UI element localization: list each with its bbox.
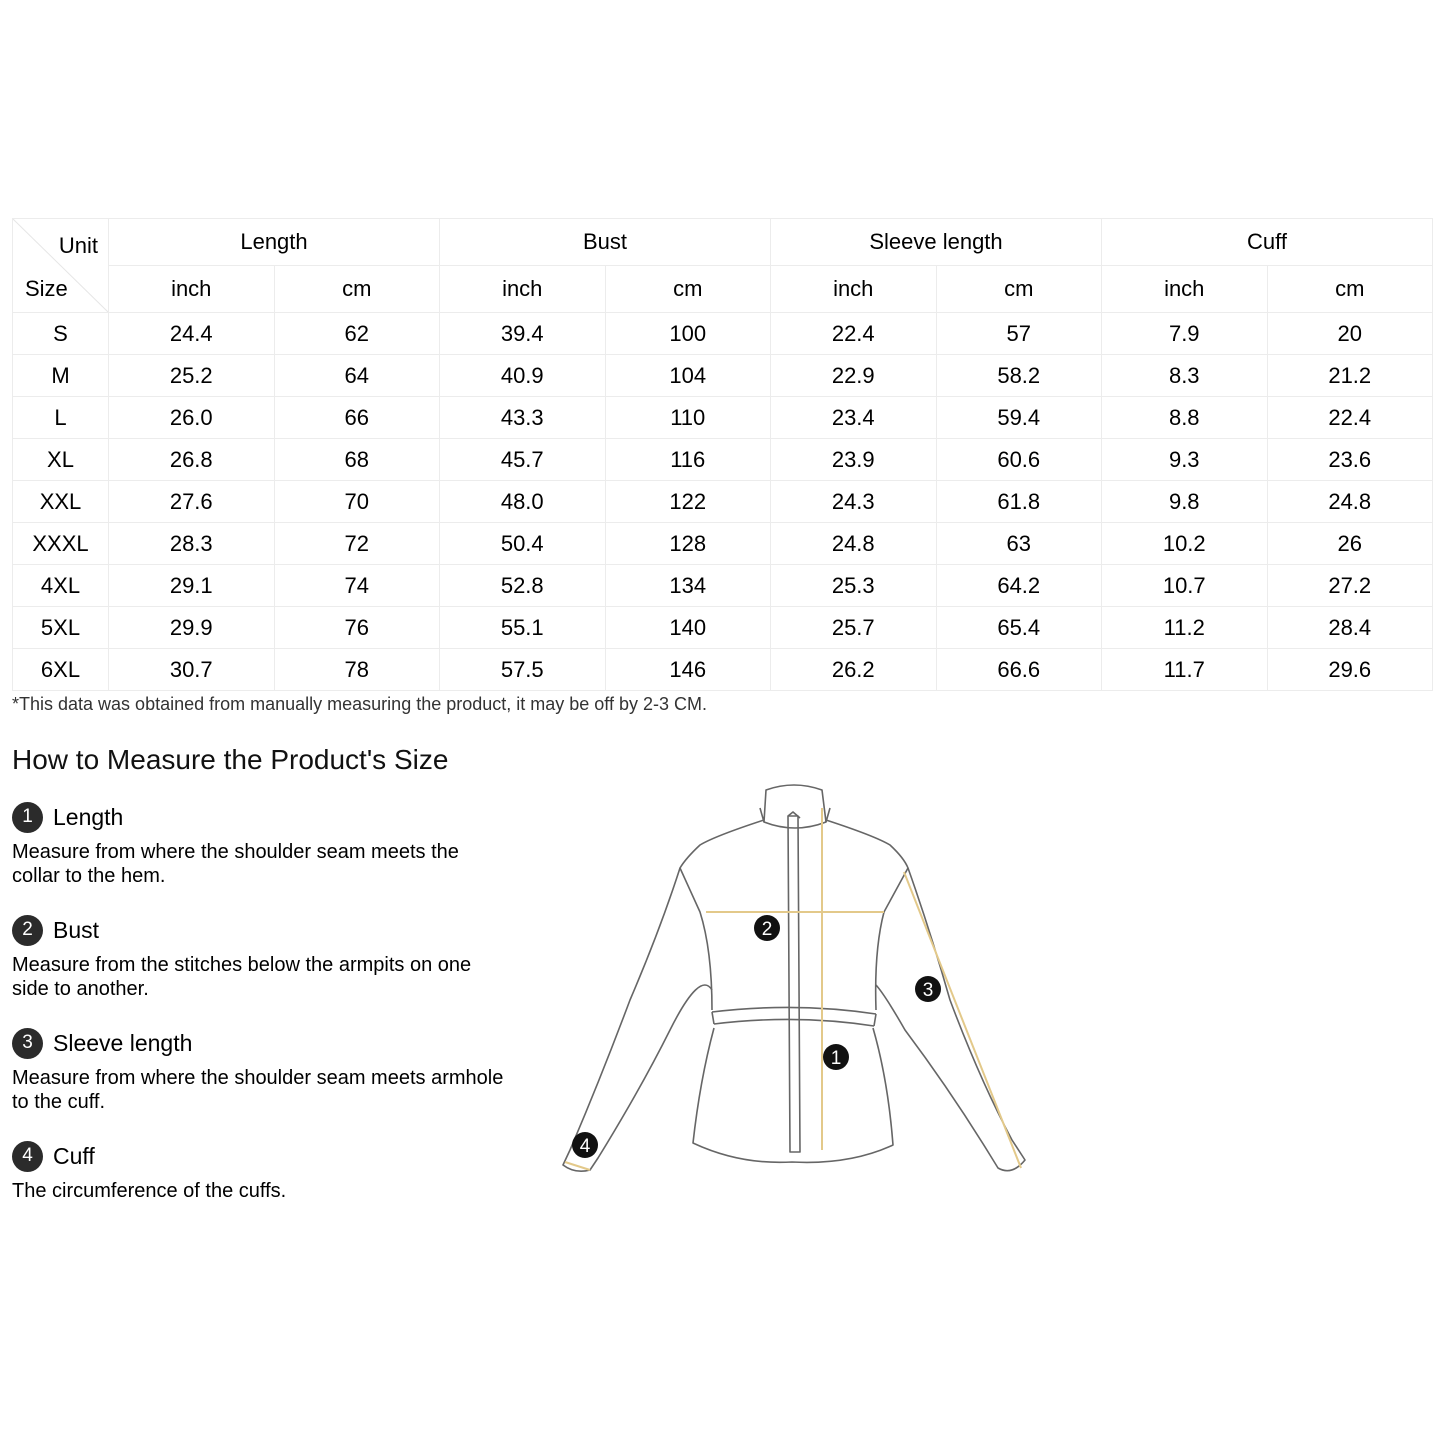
- table-row: [13, 481, 1433, 523]
- measurement-cell: 25.2: [109, 355, 275, 397]
- table-row: [13, 565, 1433, 607]
- measurement-cell: 22.4: [771, 313, 937, 355]
- measurement-cell: 78: [274, 649, 440, 691]
- unit-header-cell: inch: [771, 266, 937, 313]
- marker-4-label: 4: [579, 1136, 591, 1157]
- step-description: Measure from the stitches below the armpits on one side to another.: [12, 954, 472, 1000]
- measurement-note: *This data was obtained from manually measuring the product, it may be off by 2-3 CM.: [12, 694, 708, 714]
- jacket-outline: [563, 785, 1025, 1171]
- table-corner-cell: [13, 219, 109, 313]
- measurement-cell: 128: [605, 523, 771, 565]
- unit-header-cell: inch: [109, 266, 275, 313]
- marker-3-label: 3: [922, 980, 934, 1001]
- measurement-cell: 24.8: [1267, 481, 1433, 523]
- table-row: [13, 355, 1433, 397]
- jacket-diagram: [555, 775, 1035, 1185]
- step-length: [12, 800, 512, 888]
- table-row: [13, 523, 1433, 565]
- measurement-cell: 52.8: [440, 565, 606, 607]
- measurement-cell: 66: [274, 397, 440, 439]
- table-row: [13, 439, 1433, 481]
- measurement-cell: 39.4: [440, 313, 606, 355]
- measurement-cell: 60.6: [936, 439, 1102, 481]
- measurement-cell: 22.9: [771, 355, 937, 397]
- measurement-cell: 10.2: [1102, 523, 1268, 565]
- sleeve-line: [904, 872, 1021, 1168]
- unit-header-cell: inch: [1102, 266, 1268, 313]
- measurement-cell: 61.8: [936, 481, 1102, 523]
- measurement-cell: 63: [936, 523, 1102, 565]
- measurement-lines: [565, 808, 1021, 1170]
- table-body: [13, 313, 1433, 691]
- measurement-cell: 8.3: [1102, 355, 1268, 397]
- unit-header-cell: cm: [274, 266, 440, 313]
- measurement-cell: 29.9: [109, 607, 275, 649]
- measurement-cell: 57: [936, 313, 1102, 355]
- measurement-cell: 26.2: [771, 649, 937, 691]
- how-to-measure-title: How to Measure the Product's Size: [12, 744, 449, 775]
- measurement-cell: 50.4: [440, 523, 606, 565]
- measurement-cell: 116: [605, 439, 771, 481]
- marker-2-label: 2: [761, 919, 773, 940]
- group-header-length: Length: [109, 219, 440, 266]
- measurement-cell: 40.9: [440, 355, 606, 397]
- table-row: [13, 397, 1433, 439]
- group-header-sleeve-length: Sleeve length: [771, 219, 1102, 266]
- measurement-cell: 20: [1267, 313, 1433, 355]
- measurement-cell: 62: [274, 313, 440, 355]
- size-label-cell: 5XL: [13, 607, 109, 649]
- group-header-cuff: Cuff: [1102, 219, 1433, 266]
- step-title: Length: [53, 803, 124, 830]
- measurement-cell: 9.8: [1102, 481, 1268, 523]
- step-description: Measure from where the shoulder seam meets the collar to the hem.: [12, 841, 459, 887]
- measurement-cell: 9.3: [1102, 439, 1268, 481]
- unit-header-cell: cm: [1267, 266, 1433, 313]
- measurement-cell: 65.4: [936, 607, 1102, 649]
- measurement-cell: 146: [605, 649, 771, 691]
- measurement-cell: 45.7: [440, 439, 606, 481]
- size-label-cell: XL: [13, 439, 109, 481]
- measurement-cell: 76: [274, 607, 440, 649]
- measurement-cell: 27.6: [109, 481, 275, 523]
- measurement-cell: 64.2: [936, 565, 1102, 607]
- measurement-cell: 29.6: [1267, 649, 1433, 691]
- measurement-cell: 59.4: [936, 397, 1102, 439]
- measurement-cell: 8.8: [1102, 397, 1268, 439]
- measurement-cell: 26: [1267, 523, 1433, 565]
- measurement-cell: 11.2: [1102, 607, 1268, 649]
- marker-1-label: 1: [830, 1048, 842, 1069]
- measurement-cell: 26.0: [109, 397, 275, 439]
- measurement-cell: 28.3: [109, 523, 275, 565]
- measurement-cell: 64: [274, 355, 440, 397]
- step-title: Cuff: [53, 1142, 95, 1169]
- measurement-cell: 68: [274, 439, 440, 481]
- measurement-cell: 24.3: [771, 481, 937, 523]
- group-header-bust: Bust: [440, 219, 771, 266]
- step-title: Sleeve length: [53, 1029, 193, 1056]
- step-description: The circumference of the cuffs.: [12, 1180, 287, 1202]
- measurement-cell: 27.2: [1267, 565, 1433, 607]
- measurement-cell: 22.4: [1267, 397, 1433, 439]
- unit-header: Unit: [58, 233, 98, 258]
- measurement-cell: 24.8: [771, 523, 937, 565]
- table-row: [13, 649, 1433, 691]
- table-row: [13, 607, 1433, 649]
- measurement-cell: 48.0: [440, 481, 606, 523]
- size-label-cell: M: [13, 355, 109, 397]
- measurement-cell: 43.3: [440, 397, 606, 439]
- measurement-cell: 104: [605, 355, 771, 397]
- measurement-cell: 28.4: [1267, 607, 1433, 649]
- unit-header-cell: cm: [605, 266, 771, 313]
- measurement-cell: 23.6: [1267, 439, 1433, 481]
- measurement-cell: 10.7: [1102, 565, 1268, 607]
- measurement-cell: 134: [605, 565, 771, 607]
- unit-header-cell: inch: [440, 266, 606, 313]
- measurement-cell: 74: [274, 565, 440, 607]
- measurement-cell: 30.7: [109, 649, 275, 691]
- measurement-cell: 24.4: [109, 313, 275, 355]
- measurement-cell: 55.1: [440, 607, 606, 649]
- step-number-badge: 4: [12, 1141, 43, 1172]
- size-table: [12, 218, 1433, 691]
- measurement-cell: 140: [605, 607, 771, 649]
- measurement-cell: 26.8: [109, 439, 275, 481]
- measurement-cell: 100: [605, 313, 771, 355]
- measurement-cell: 21.2: [1267, 355, 1433, 397]
- measurement-cell: 23.9: [771, 439, 937, 481]
- step-number-badge: 1: [12, 802, 43, 833]
- measurement-cell: 57.5: [440, 649, 606, 691]
- measurement-cell: 66.6: [936, 649, 1102, 691]
- measurement-cell: 11.7: [1102, 649, 1268, 691]
- step-number-badge: 2: [12, 915, 43, 946]
- measurement-cell: 122: [605, 481, 771, 523]
- size-header: Size: [25, 276, 68, 301]
- size-label-cell: L: [13, 397, 109, 439]
- table-row: [13, 313, 1433, 355]
- measurement-cell: 29.1: [109, 565, 275, 607]
- step-number-badge: 3: [12, 1028, 43, 1059]
- step-bust: [12, 913, 512, 1001]
- size-label-cell: 4XL: [13, 565, 109, 607]
- size-label-cell: 6XL: [13, 649, 109, 691]
- size-label-cell: S: [13, 313, 109, 355]
- step-description: Measure from where the shoulder seam meets armhole to the cuff.: [12, 1067, 504, 1113]
- unit-header-cell: cm: [936, 266, 1102, 313]
- step-cuff: [12, 1139, 512, 1203]
- step-title: Bust: [53, 916, 100, 943]
- measurement-cell: 23.4: [771, 397, 937, 439]
- measurement-cell: 25.3: [771, 565, 937, 607]
- measurement-cell: 70: [274, 481, 440, 523]
- measurement-cell: 110: [605, 397, 771, 439]
- measurement-cell: 7.9: [1102, 313, 1268, 355]
- diagram-markers: [572, 915, 941, 1158]
- measurement-cell: 58.2: [936, 355, 1102, 397]
- measurement-cell: 25.7: [771, 607, 937, 649]
- measurement-cell: 72: [274, 523, 440, 565]
- step-sleeve-length: [12, 1026, 512, 1114]
- size-label-cell: XXXL: [13, 523, 109, 565]
- size-label-cell: XXL: [13, 481, 109, 523]
